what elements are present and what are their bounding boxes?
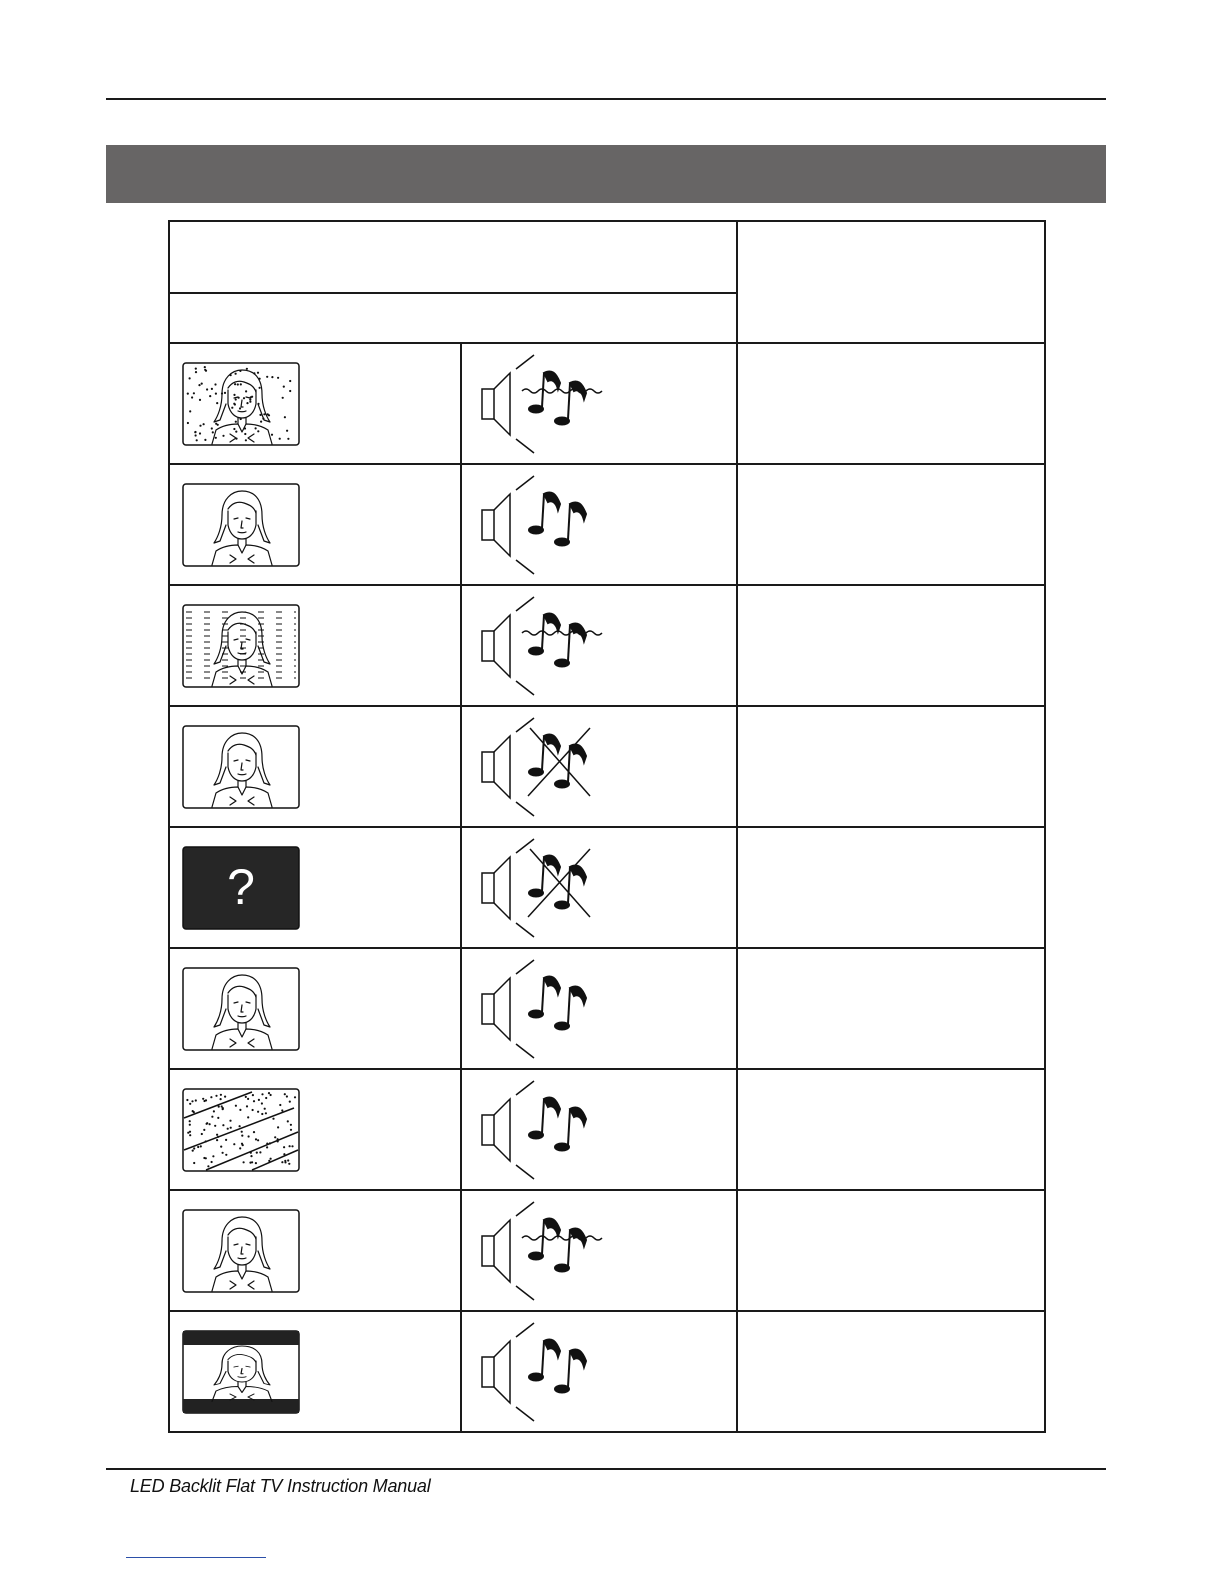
remedy-cell — [737, 827, 1045, 948]
sound-cell — [461, 343, 738, 464]
troubleshooting-table — [168, 220, 1046, 1433]
symptom-rows — [169, 343, 1045, 1432]
symptom-row — [169, 1190, 1045, 1311]
sound-cell — [461, 1069, 738, 1190]
no-picture-icon — [170, 846, 460, 930]
normal-sound-icon — [462, 470, 737, 580]
remedy-text — [738, 1003, 1044, 1015]
remedy-text — [738, 398, 1044, 410]
noisy-sound-icon — [462, 591, 737, 701]
footer-link-underline — [126, 1557, 266, 1558]
remedy-text — [738, 882, 1044, 894]
noisy-sound-icon — [462, 349, 737, 459]
remedy-header — [738, 276, 1044, 288]
no-sound-icon — [462, 712, 737, 822]
symptom-row — [169, 464, 1045, 585]
picture-cell — [169, 948, 461, 1069]
remedy-text — [738, 761, 1044, 773]
streaked-picture-icon — [170, 1088, 460, 1172]
footer-manual-title: LED Backlit Flat TV Instruction Manual — [130, 1476, 431, 1496]
normal-sound-icon — [462, 1317, 737, 1427]
remedy-text — [738, 640, 1044, 652]
top-rule — [106, 98, 1106, 100]
remedy-cell — [737, 1069, 1045, 1190]
picture-cell — [169, 1311, 461, 1432]
remedy-header-cell — [737, 221, 1045, 343]
normal-picture-icon — [170, 967, 460, 1051]
letterbox-picture-icon — [170, 1330, 460, 1414]
symptom-row — [169, 585, 1045, 706]
picture-cell — [169, 1069, 461, 1190]
remedy-text — [738, 1366, 1044, 1378]
remedy-cell — [737, 343, 1045, 464]
remedy-text — [738, 1245, 1044, 1257]
normal-picture-icon — [170, 1209, 460, 1293]
symptoms-header-cell — [169, 221, 737, 293]
normal-picture-icon — [170, 725, 460, 809]
normal-sound-icon — [462, 1075, 737, 1185]
remedy-text — [738, 1124, 1044, 1136]
remedy-cell — [737, 948, 1045, 1069]
remedy-text — [738, 519, 1044, 531]
picture-cell — [169, 1190, 461, 1311]
picture-cell — [169, 464, 461, 585]
noisy-sound-icon — [462, 1196, 737, 1306]
sound-cell — [461, 1190, 738, 1311]
picture-cell — [169, 585, 461, 706]
bottom-rule — [106, 1468, 1106, 1470]
snowy-picture-icon — [170, 362, 460, 446]
sound-cell — [461, 585, 738, 706]
symptom-row — [169, 948, 1045, 1069]
remedy-cell — [737, 706, 1045, 827]
symptom-row — [169, 706, 1045, 827]
line-interference-picture-icon — [170, 604, 460, 688]
sound-cell — [461, 948, 738, 1069]
normal-sound-icon — [462, 954, 737, 1064]
remedy-cell — [737, 1190, 1045, 1311]
remedy-cell — [737, 585, 1045, 706]
no-sound-icon — [462, 833, 737, 943]
section-title-bar — [106, 145, 1106, 203]
symptom-row — [169, 1069, 1045, 1190]
normal-picture-icon — [170, 483, 460, 567]
picture-cell — [169, 343, 461, 464]
remedy-cell — [737, 1311, 1045, 1432]
picture-cell — [169, 706, 461, 827]
symptom-row — [169, 827, 1045, 948]
sound-cell — [461, 827, 738, 948]
picture-cell — [169, 827, 461, 948]
sound-cell — [461, 1311, 738, 1432]
picture-sound-header-cell — [169, 293, 737, 343]
symptom-row — [169, 343, 1045, 464]
symptom-row — [169, 1311, 1045, 1432]
sound-cell — [461, 706, 738, 827]
remedy-cell — [737, 464, 1045, 585]
symptoms-header — [170, 251, 736, 263]
svg-text:?: ? — [227, 858, 255, 915]
sound-cell — [461, 464, 738, 585]
